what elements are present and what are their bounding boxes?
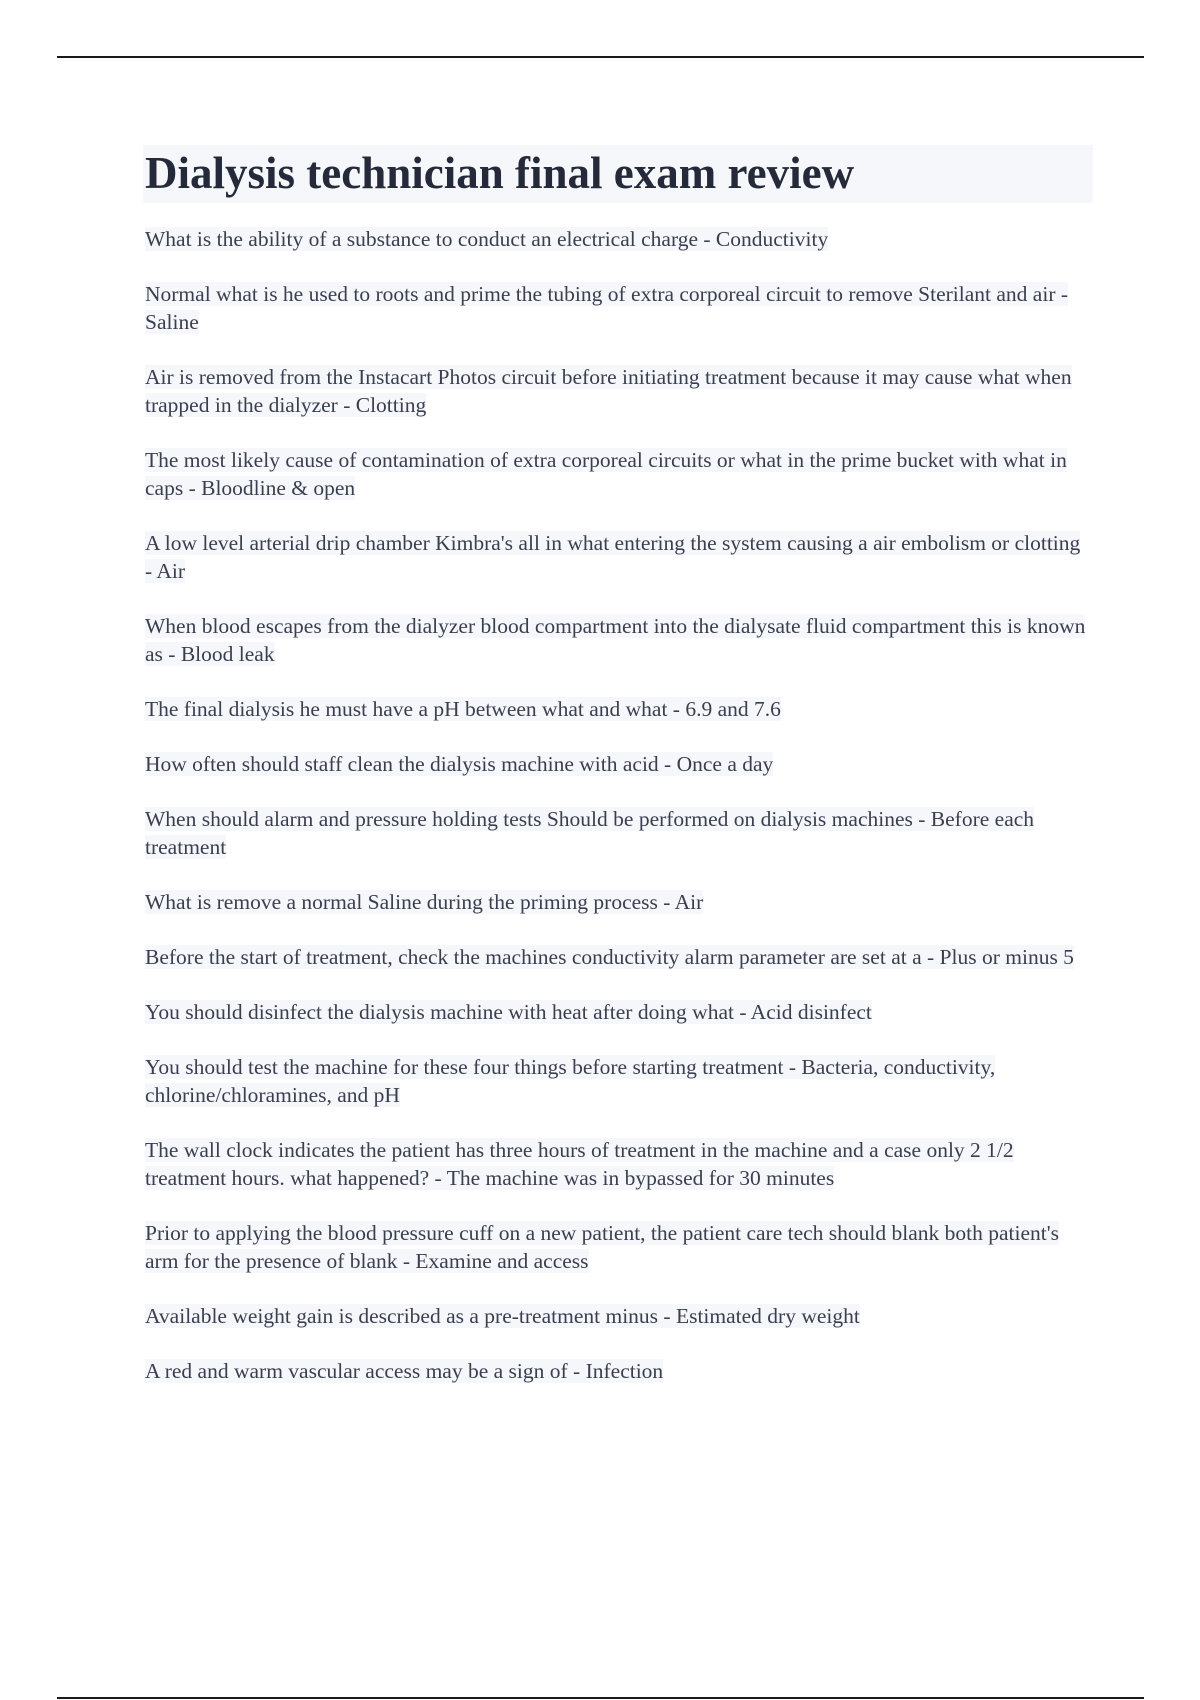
qa-text: The most likely cause of contamination of extra corporeal circuits or what in the prime bucket with what in caps - Bloodline & open xyxy=(145,448,1067,500)
list-item xyxy=(145,1136,1090,1192)
qa-text: Available weight gain is described as a pre-treatment minus - Estimated dry weight xyxy=(145,1304,860,1328)
list-item xyxy=(145,695,1090,723)
list-item xyxy=(145,1219,1090,1275)
qa-text: Prior to applying the blood pressure cuff on a new patient, the patient care tech should blank both patient's arm for the presence of blank - Examine and access xyxy=(145,1221,1060,1273)
qa-text: The wall clock indicates the patient has three hours of treatment in the machine and a case only 2 1/2 treatment hours. what happened? - The machine was in bypassed for 30 minutes xyxy=(145,1138,1014,1190)
list-item xyxy=(145,612,1090,668)
qa-text: Air is removed from the Instacart Photos circuit before initiating treatment because it may cause what when trapped in the dialyzer - Clotting xyxy=(145,365,1072,417)
list-item xyxy=(145,1357,1090,1385)
qa-text: You should test the machine for these four things before starting treatment - Bacteria, conductivity, chlorine/chloramines, and pH xyxy=(145,1055,996,1107)
list-item xyxy=(145,446,1090,502)
qa-text: Before the start of treatment, check the machines conductivity alarm parameter are set at a - Plus or minus 5 xyxy=(145,945,1074,969)
list-item xyxy=(145,363,1090,419)
list-item xyxy=(145,1053,1090,1109)
list-item xyxy=(145,529,1090,585)
qa-text: When blood escapes from the dialyzer blood compartment into the dialysate fluid compartment this is known as - Blood leak xyxy=(145,614,1086,666)
qa-text: What is remove a normal Saline during the priming process - Air xyxy=(145,890,704,914)
list-item xyxy=(145,225,1090,253)
top-rule xyxy=(57,56,1144,58)
qa-text: You should disinfect the dialysis machine with heat after doing what - Acid disinfect xyxy=(145,1000,872,1024)
qa-text: A red and warm vascular access may be a sign of - Infection xyxy=(145,1359,664,1383)
page-title: Dialysis technician final exam review xyxy=(145,148,855,198)
qa-text: What is the ability of a substance to conduct an electrical charge - Conductivity xyxy=(145,227,829,251)
qa-text: Normal what is he used to roots and prime the tubing of extra corporeal circuit to remove Sterilant and air - Saline xyxy=(145,282,1069,334)
qa-text: The final dialysis he must have a pH between what and what - 6.9 and 7.6 xyxy=(145,697,781,721)
qa-text: How often should staff clean the dialysis machine with acid - Once a day xyxy=(145,752,774,776)
list-item xyxy=(145,805,1090,861)
list-item xyxy=(145,1302,1090,1330)
qa-text: When should alarm and pressure holding tests Should be performed on dialysis machines - Before each treatment xyxy=(145,807,1035,859)
qa-text: A low level arterial drip chamber Kimbra's all in what entering the system causing a air embolism or clotting - Air xyxy=(145,531,1081,583)
qa-list xyxy=(145,225,1090,1412)
list-item xyxy=(145,750,1090,778)
list-item xyxy=(145,280,1090,336)
list-item xyxy=(145,943,1090,971)
list-item xyxy=(145,998,1090,1026)
list-item xyxy=(145,888,1090,916)
bottom-rule xyxy=(57,1697,1144,1699)
